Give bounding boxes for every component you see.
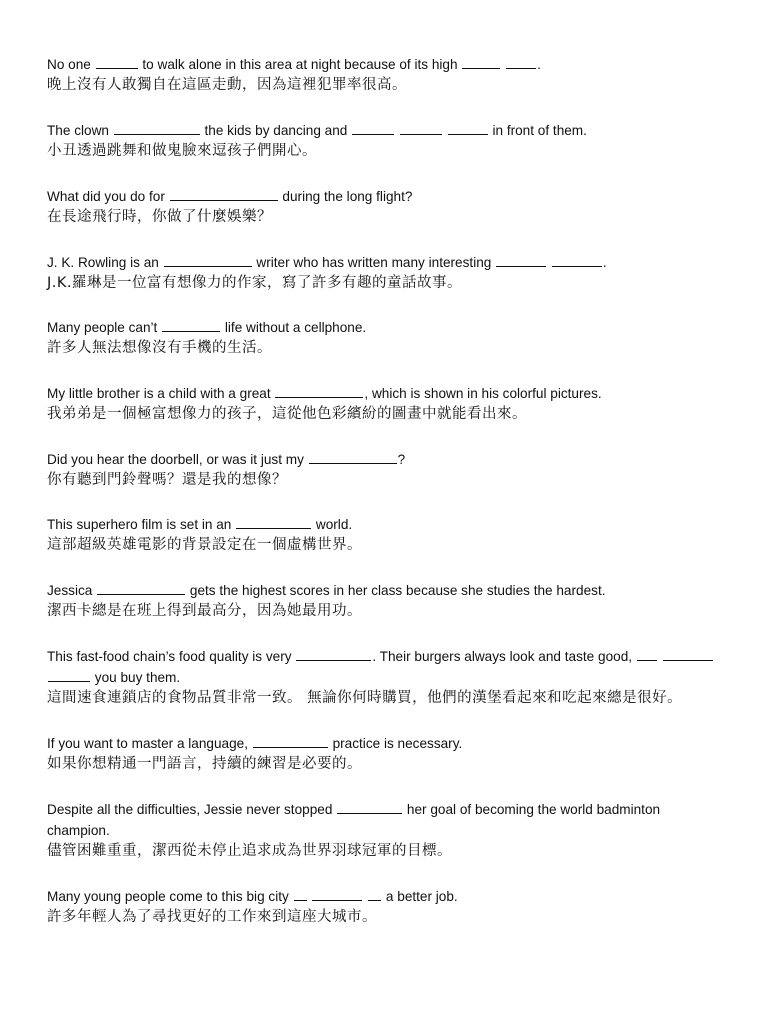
answer-blank[interactable] <box>164 255 252 267</box>
answer-blank[interactable] <box>506 57 536 69</box>
english-sentence: My little brother is a child with a great , which is shown in his colorful pictures. <box>47 386 602 401</box>
english-sentence: No one to walk alone in this area at night because of its high . <box>47 57 541 72</box>
chinese-translation: 許多人無法想像沒有手機的生活。 <box>47 340 272 356</box>
answer-blank[interactable] <box>352 123 394 135</box>
english-sentence: J. K. Rowling is an writer who has written many interesting . <box>47 255 607 270</box>
chinese-translation: 晚上沒有人敢獨自在這區走動，因為這裡犯罪率很高。 <box>47 77 407 93</box>
answer-blank[interactable] <box>114 123 200 135</box>
answer-blank[interactable] <box>309 452 397 464</box>
answer-blank[interactable] <box>296 649 371 661</box>
answer-blank[interactable] <box>496 255 546 267</box>
chinese-translation: 許多年輕人為了尋找更好的工作來到這座大城市。 <box>47 909 377 925</box>
chinese-translation: 這間速食連鎖店的食物品質非常一致。 無論你何時購買，他們的漢堡看起來和吃起來總是很好。 <box>47 690 683 706</box>
chinese-translation: 儘管困難重重，潔西從未停止追求成為世界羽球冠軍的目標。 <box>47 843 452 859</box>
exercise-item-8 <box>47 514 717 555</box>
english-sentence: Many young people come to this big city a better job. <box>47 889 458 904</box>
english-sentence: If you want to master a language, practice is necessary. <box>47 736 463 751</box>
exercise-item-3 <box>47 186 717 227</box>
answer-blank[interactable] <box>663 649 713 661</box>
english-sentence: This fast-food chain’s food quality is very . Their burgers always look and taste good, you buy them. <box>47 646 717 688</box>
answer-blank[interactable] <box>637 649 657 661</box>
chinese-translation: 小丑透過跳舞和做鬼臉來逗孩子們開心。 <box>47 143 317 159</box>
english-sentence: Many people can’t life without a cellphone. <box>47 320 367 335</box>
answer-blank[interactable] <box>48 670 90 682</box>
exercise-item-4 <box>47 252 717 293</box>
answer-blank[interactable] <box>337 802 402 814</box>
exercise-item-5 <box>47 317 717 358</box>
exercise-item-11 <box>47 733 717 774</box>
exercise-item-7 <box>47 449 717 490</box>
answer-blank[interactable] <box>462 57 500 69</box>
answer-blank[interactable] <box>170 189 278 201</box>
answer-blank[interactable] <box>552 255 602 267</box>
exercise-item-13 <box>47 886 717 927</box>
english-sentence: The clown the kids by dancing and in front of them. <box>47 123 587 138</box>
answer-blank[interactable] <box>400 123 442 135</box>
english-sentence: Despite all the difficulties, Jessie never stopped her goal of becoming the world badminton champion. <box>47 802 661 838</box>
answer-blank[interactable] <box>312 889 362 901</box>
chinese-translation: 潔西卡總是在班上得到最高分，因為她最用功。 <box>47 603 362 619</box>
english-sentence: Did you hear the doorbell, or was it just my ? <box>47 452 406 467</box>
answer-blank[interactable] <box>96 57 138 69</box>
answer-blank[interactable] <box>162 320 220 332</box>
chinese-translation: 如果你想精通一門語言，持續的練習是必要的。 <box>47 756 362 772</box>
answer-blank[interactable] <box>253 736 328 748</box>
answer-blank[interactable] <box>97 583 185 595</box>
chinese-translation: 這部超級英雄電影的背景設定在一個虛構世界。 <box>47 537 362 553</box>
english-sentence: This superhero film is set in an world. <box>47 517 353 532</box>
english-sentence: Jessica gets the highest scores in her class because she studies the hardest. <box>47 583 606 598</box>
english-sentence: What did you do for during the long flight? <box>47 189 413 204</box>
chinese-translation: 在長途飛行時，你做了什麼娛樂？ <box>47 209 272 225</box>
answer-blank[interactable] <box>294 889 307 901</box>
exercise-item-9 <box>47 580 717 621</box>
exercise-item-1 <box>47 54 717 95</box>
exercise-item-2 <box>47 120 717 161</box>
chinese-translation: 你有聽到門鈴聲嗎？還是我的想像？ <box>47 472 287 488</box>
answer-blank[interactable] <box>448 123 488 135</box>
answer-blank[interactable] <box>236 517 311 529</box>
exercise-item-10 <box>47 646 717 708</box>
answer-blank[interactable] <box>275 386 363 398</box>
chinese-translation: J.K.羅琳是一位富有想像力的作家，寫了許多有趣的童話故事。 <box>47 275 463 291</box>
answer-blank[interactable] <box>368 889 381 901</box>
chinese-translation: 我弟弟是一個極富想像力的孩子，這從他色彩繽紛的圖畫中就能看出來。 <box>47 406 527 422</box>
exercise-item-6 <box>47 383 717 424</box>
exercise-item-12 <box>47 799 717 861</box>
